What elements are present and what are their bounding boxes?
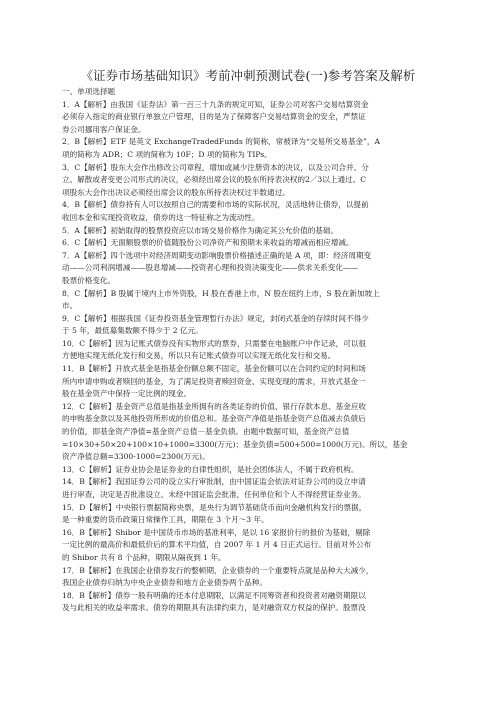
answer-line: 18．B【解析】债券一般有明确的还本付息期限，以满足不同筹资者和投资者对融资期限以 [62, 590, 366, 600]
answer-line: =10×30+50×20+100×10+1000=3300(万元)；基金负债=500+500=1000(万元)。所以，基金 [62, 439, 408, 449]
answer-line: 7．A【解析】四个选项中对经济周期变动影响股票价格描述正确的是 A 项，即：经济周期变 [62, 250, 372, 260]
answer-line: 2．B【解析】ETF 是英文 ExchangeTradedFunds 的简称，常被译为“交易所交易基金”，A [62, 137, 381, 147]
answer-line: 所内申请申购或者赎回的基金，为了满足投资者赎回资金、实现变现的需求，开放式基金一 [62, 376, 366, 386]
answer-line: 10．C【解析】因为记账式债券没有实物形式的票券，只需要在电脑账户中作记录，可以很 [62, 338, 367, 348]
answer-line: 必须存入指定的商业银行单独立户管理，目的是为了保障客户交易结算资金的安全，严禁证 [62, 112, 366, 122]
document-title: 《证券市场基础知识》考前冲刺预测试卷(一)参考答案及解析 [80, 68, 416, 83]
answer-line: 的 Shibor 共有 8 个品种，期限从隔夜到 1 年。 [62, 552, 226, 562]
answer-line: 及与此相关的收益率需求。债券的期限具有法律约束力，是对融资双方权益的保护。股票没 [62, 603, 366, 613]
answer-line: 13．C【解析】证券业协会是证券业的自律性组织，是社会团体法人，不属于政府机构。 [62, 464, 359, 474]
answer-line: 资产净值总额=3300-1000=2300(万元)。 [62, 452, 210, 462]
answer-line: 1．A【解析】由我国《证券法》第一百三十九条的规定可知，证券公司对客户交易结算资金 [62, 99, 369, 109]
answer-line: 的价值，即基金资产净值=基金资产总值－基金负债。由题中数据可知，基金资产总值 [62, 427, 350, 437]
answer-line: 17．B【解析】在我国企业债券发行的整顿期，企业债券的一个重要特点就是品种大大减少， [62, 565, 374, 575]
answer-line: 股票价格变化。 [62, 275, 116, 285]
answer-line: 9．C【解析】根据我国《证券投资基金管理暂行办法》规定，封闭式基金的存续时间不得少 [62, 313, 369, 323]
answer-line: 16．B【解析】Shibor 是中国货币市场的基准利率，是以 16 家报价行的报价为基础，剔除 [62, 527, 371, 537]
answer-line: 6．C【解析】无面额股票的价值随股份公司净资产和预期未来收益的增减而相应增减。 [62, 238, 354, 248]
answer-line: 项股东大会作出决议必须经出席会议的股东所持表决权过半数通过。 [62, 187, 290, 197]
answer-line: 5．A【解析】初始取得的股票投资应以市场交易价格作为确定其公允价值的基础。 [62, 225, 339, 235]
answer-line: 14．B【解析】我国证券公司的设立实行审批制，由中国证监会依法对证券公司的设立申请 [62, 477, 366, 487]
answer-line: 动——公司利润增减——股息增减——投资者心理和投资决策变化——供求关系变化—— [62, 263, 359, 273]
answer-line: 券公司挪用客户保证金。 [62, 124, 146, 134]
answer-line: 方便地实现无纸化发行和交易，所以只有记账式债券可以实现无纸化发行和交易。 [62, 351, 336, 361]
answer-line: 3．C【解析】股东大会作出修改公司章程，增加或减少注册资本的决议，以及公司合并、分 [62, 162, 369, 172]
document-body [62, 86, 434, 615]
answer-line: 收回本金和实现投资收益，债券的这一特征称之为流动性。 [62, 212, 260, 222]
answer-line: 我国企业债券归纳为中央企业债券和地方企业债券两个品种。 [62, 578, 268, 588]
section-heading: 一、单项选择题 [62, 87, 116, 96]
answer-line: 市。 [62, 301, 78, 311]
answer-line: 12．C【解析】基金资产总值是指基金所拥有的各类证券的价值、银行存款本息、基金应收 [62, 401, 367, 411]
answer-line: 项的简称为 ADR；C 项的简称为 10F；D 项的简称为 TIPs。 [62, 149, 272, 159]
answer-line: 立、解散或者变更公司形式的决议，必须经出席会议的股东所持表决权的2／3以上通过。C [62, 175, 367, 185]
answer-line: 11．B【解析】开放式基金是指基金份额总额不固定，基金份额可以在合同约定的时间和场 [62, 364, 366, 374]
answer-line: 是一种重要的货币政策日常操作工具，期限在 3 个月～3 年。 [62, 515, 269, 525]
answer-line: 一定比例的最高价和最低价后的算术平均值，自 2007 年 1 月 4 日正式运行。目前对外公布 [62, 540, 372, 550]
answer-line: 15．D【解析】中央银行票据简称央票，是央行为调节基础货币而向金融机构发行的票据， [62, 502, 367, 512]
answer-line: 般在基金资产中保持一定比例的现金。 [62, 389, 192, 399]
answer-line: 的申购基金款以及其他投资所形成的价值总和。基金资产净值是指基金资产总值减去负债后 [62, 414, 366, 424]
answer-line: 4．B【解析】债券持有人可以按照自己的需要和市场的实际状况，灵活地转让债券，以提前 [62, 200, 369, 210]
answer-line: 进行审查，决定是否批准设立。未经中国证监会批准，任何单位和个人不得经营证券业务。 [62, 490, 366, 499]
answer-line: 8．C【解析】B 股属于境内上市外资股，H 股在香港上市，N 股在纽约上市，S 股在新加坡上 [62, 288, 380, 298]
answer-line: 于 5 年，最低募集数额不得少于 2 亿元。 [62, 326, 203, 336]
